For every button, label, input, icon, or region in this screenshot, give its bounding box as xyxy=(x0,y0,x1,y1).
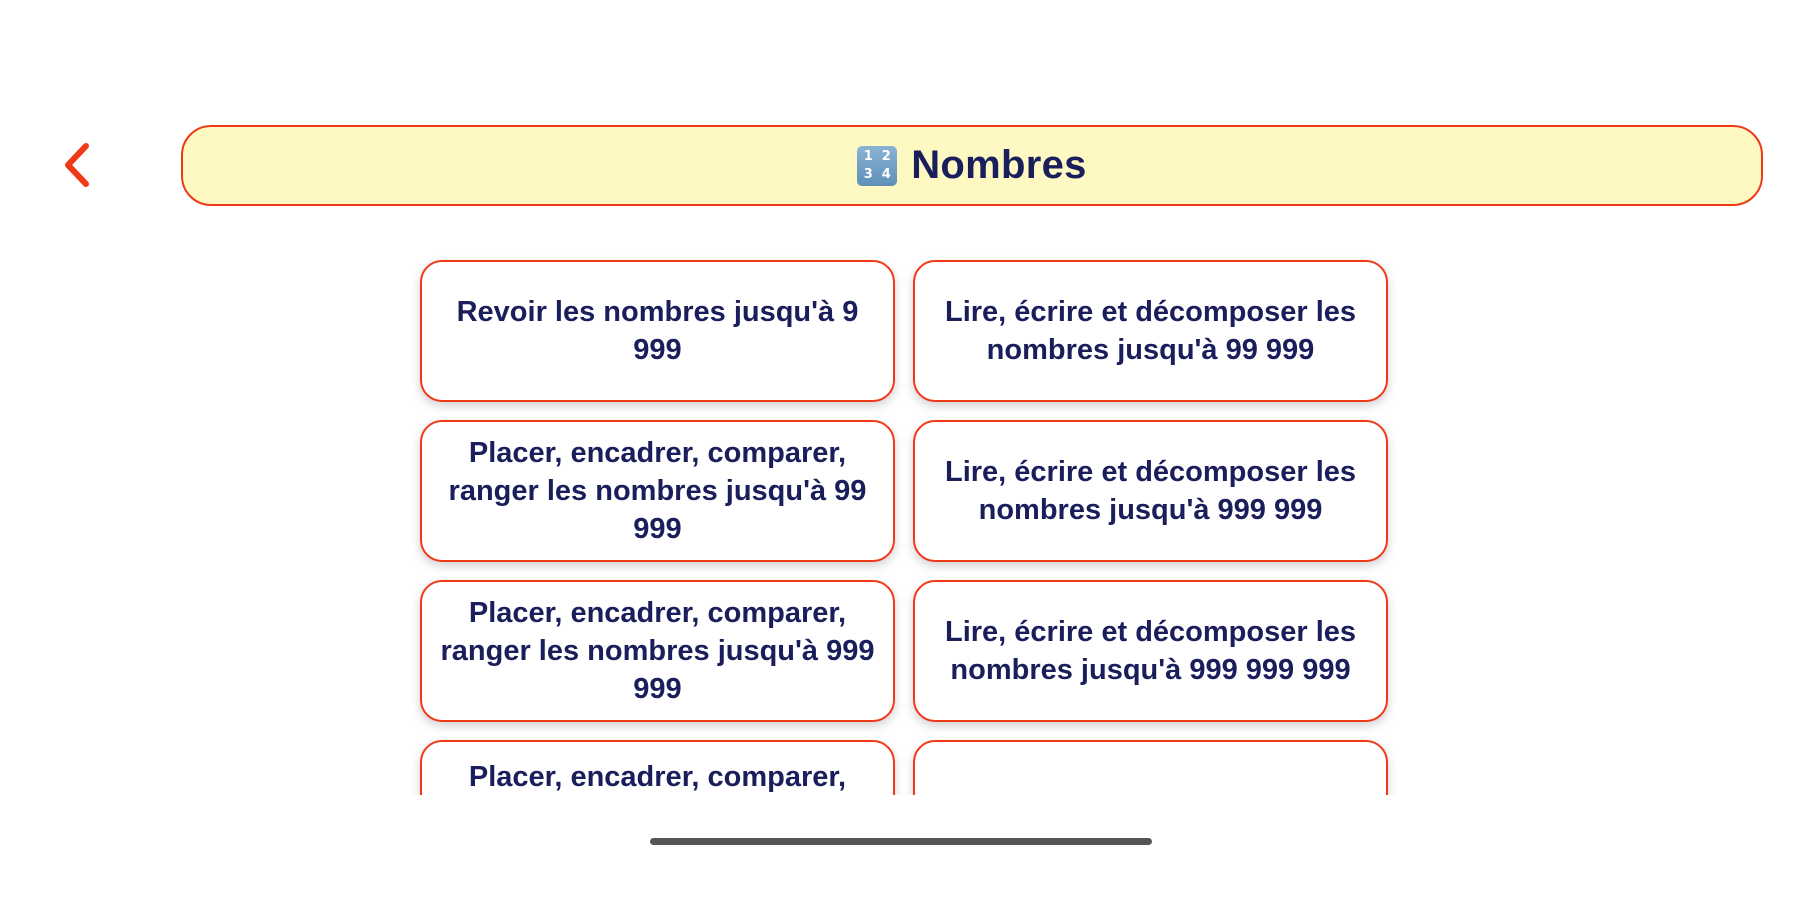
lesson-card[interactable] xyxy=(420,420,895,562)
home-indicator[interactable] xyxy=(650,838,1152,845)
lesson-card[interactable] xyxy=(913,420,1388,562)
lesson-card[interactable] xyxy=(420,580,895,722)
icon-digit: 3 xyxy=(863,166,873,182)
chevron-left-icon xyxy=(62,142,92,188)
lesson-card[interactable] xyxy=(913,740,1388,795)
lesson-list[interactable] xyxy=(410,250,1400,795)
icon-digit: 1 xyxy=(863,148,873,164)
icon-digit: 4 xyxy=(881,166,891,182)
lesson-label: Lire, écrire et décomposer les nombres jusqu'à 999 999 999 xyxy=(944,616,1357,686)
page-title-bar xyxy=(181,125,1763,206)
lesson-card[interactable] xyxy=(420,740,895,795)
lesson-card[interactable] xyxy=(913,580,1388,722)
lesson-label: Placer, encadrer, comparer, ranger les nombres jusqu'à 99 999 xyxy=(448,437,867,545)
lesson-label: Revoir les nombres jusqu'à 9 999 xyxy=(456,296,859,366)
lesson-card[interactable] xyxy=(913,260,1388,402)
back-button[interactable] xyxy=(52,140,102,190)
input-numbers-icon xyxy=(857,146,897,186)
lesson-label: Placer, encadrer, comparer, ranger les nombres jusqu'à 999 999 xyxy=(440,597,875,705)
lesson-grid xyxy=(410,250,1400,795)
page-title: Nombres xyxy=(911,143,1087,187)
icon-digit: 2 xyxy=(881,148,891,164)
lesson-label: Lire, écrire et décomposer les nombres jusqu'à 999 999 xyxy=(944,456,1357,526)
lesson-label: Lire, écrire et décomposer les nombres jusqu'à 99 999 xyxy=(944,296,1357,366)
lesson-label: Placer, encadrer, comparer, xyxy=(468,761,847,793)
lesson-card[interactable] xyxy=(420,260,895,402)
